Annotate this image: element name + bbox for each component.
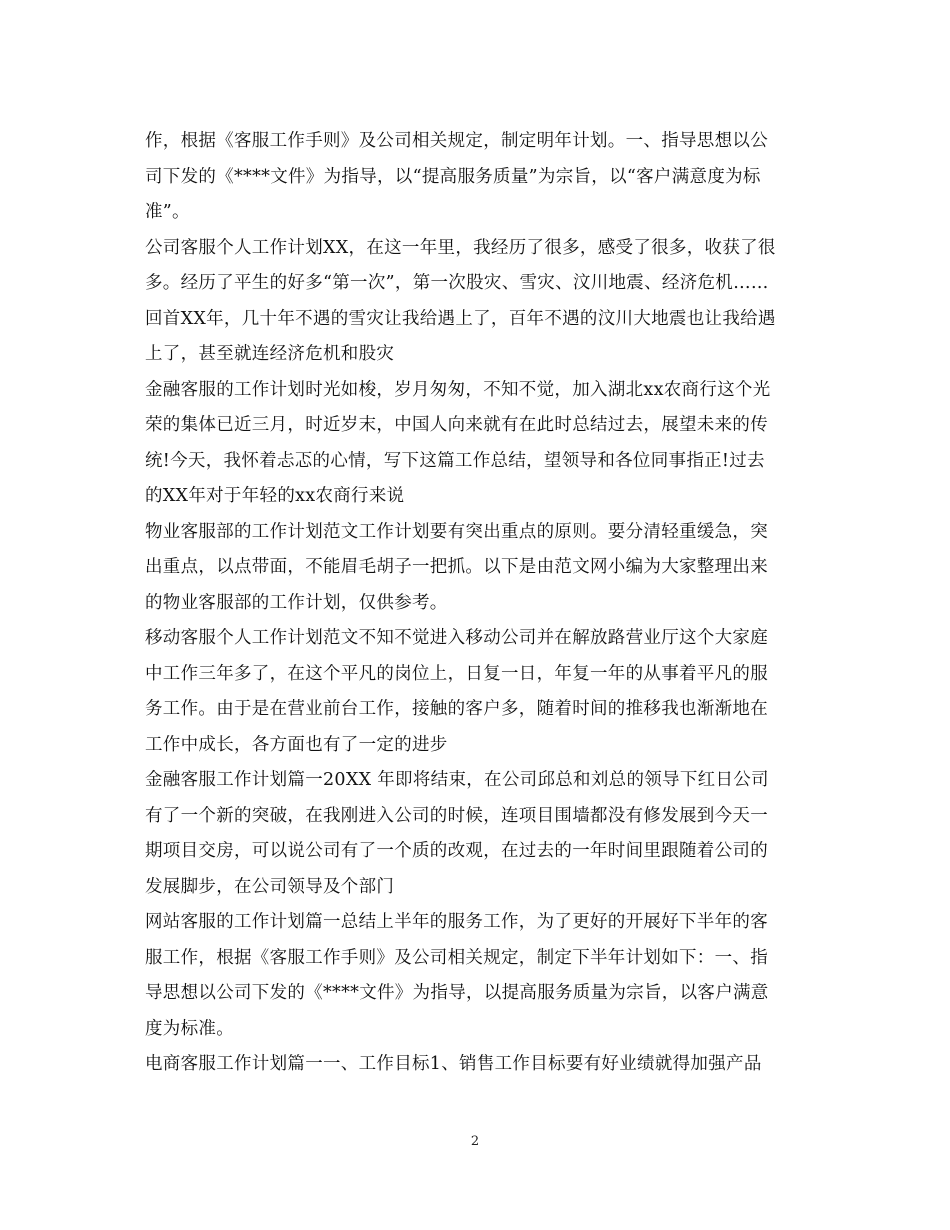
text-line: 出重点，以点带面，不能眉毛胡子一把抓。以下是由范文网小编为大家整理出来 bbox=[145, 557, 768, 577]
text-line: 的物业客服部的工作计划，仅供参考。 bbox=[145, 592, 448, 613]
text-line: 发展脚步，在公司领导及个部门 bbox=[145, 876, 395, 897]
text-line: 务工作。由于是在营业前台工作，接触的客户多，随着时间的推移我也渐渐地在 bbox=[145, 699, 768, 719]
text-line: 荣的集体已近三月，时近岁末，中国人向来就有在此时总结过去，展望未来的传 bbox=[145, 415, 768, 435]
document-body bbox=[145, 124, 805, 1083]
text-line: 物业客服部的工作计划范文工作计划要有突出重点的原则。要分清轻重缓急，突 bbox=[145, 521, 768, 542]
text-line: 的XX年对于年轻的xx农商行来说 bbox=[145, 486, 405, 506]
text-line: 有了一个新的突破，在我刚进入公司的时候，连项目围墙都没有修发展到今天一 bbox=[145, 805, 768, 826]
text-line: 上了，甚至就连经济危机和股灾 bbox=[145, 344, 395, 364]
text-line: 金融客服的工作计划时光如梭，岁月匆匆，不知不觉，加入湖北xx农商行这个光 bbox=[145, 379, 771, 400]
text-line: 回首XX年，几十年不遇的雪灾让我给遇上了，百年不遇的汶川大地震也让我给遇 bbox=[145, 308, 776, 329]
text-line: 作，根据《客服工作手则》及公司相关规定，制定明年计划。一、指导思想以公 bbox=[145, 131, 768, 151]
text-line: 度为标准。 bbox=[145, 1018, 234, 1039]
text-line: 中工作三年多了，在这个平凡的岗位上，日复一日，年复一年的从事着平凡的服 bbox=[145, 663, 768, 684]
text-line: 司下发的《****文件》为指导，以“提高服务质量”为宗旨，以“客户满意度为标 bbox=[145, 166, 761, 187]
text-line: 金融客服工作计划篇一20XX 年即将结束，在公司邱总和刘总的领导下红日公司 bbox=[145, 770, 769, 790]
page-number: 2 bbox=[470, 1134, 480, 1149]
text-line: 电商客服工作计划篇一一、工作目标1、销售工作目标要有好业绩就得加强产品 bbox=[145, 1054, 762, 1074]
text-line: 导思想以公司下发的《****文件》为指导，以提高服务质量为宗旨，以客户满意 bbox=[145, 983, 769, 1003]
text-line: 公司客服个人工作计划XX，在这一年里，我经历了很多，感受了很多，收获了很 bbox=[145, 237, 776, 258]
text-line: 期项目交房，可以说公司有了一个质的改观，在过去的一年时间里跟随着公司的 bbox=[145, 841, 768, 861]
text-line: 准”。 bbox=[145, 202, 190, 222]
text-line: 统!今天，我怀着忐忑的心情，写下这篇工作总结，望领导和各位同事指正!过去 bbox=[145, 450, 765, 471]
text-line: 移动客服个人工作计划范文不知不觉进入移动公司并在解放路营业厅这个大家庭 bbox=[145, 628, 768, 648]
text-line: 服工作，根据《客服工作手则》及公司相关规定，制定下半年计划如下：一、指 bbox=[145, 947, 768, 968]
text-line: 多。经历了平生的好多“第一次”，第一次股灾、雪灾、汶川地震、经济危机…… bbox=[145, 273, 769, 293]
text-line: 工作中成长，各方面也有了一定的进步 bbox=[145, 734, 448, 755]
text-line: 网站客服的工作计划篇一总结上半年的服务工作，为了更好的开展好下半年的客 bbox=[145, 912, 768, 932]
